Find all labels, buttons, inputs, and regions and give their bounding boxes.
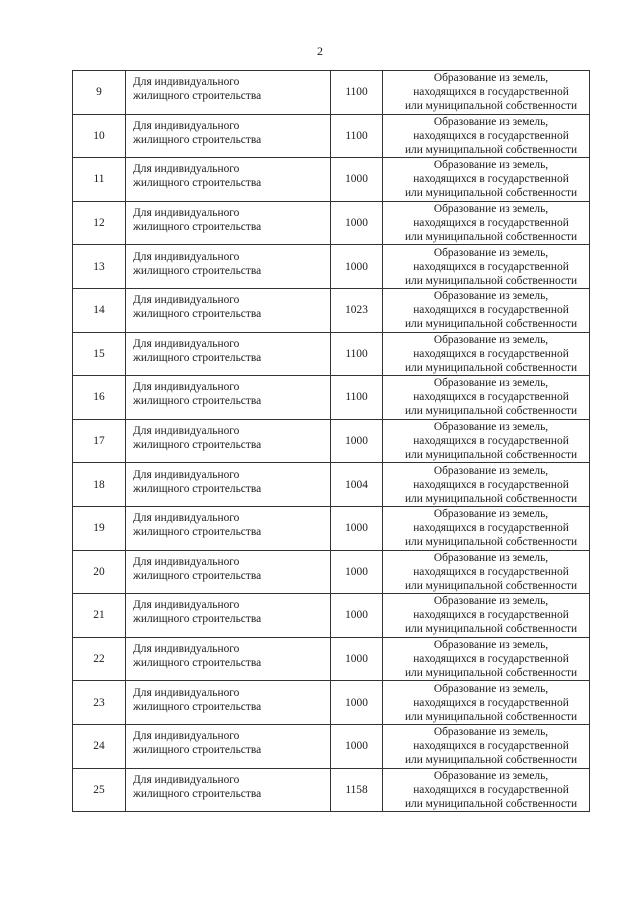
land-use-line: жилищного строительства bbox=[133, 569, 262, 582]
formation-basis-line: находящихся в государственной bbox=[413, 522, 569, 535]
formation-basis-line: Образование из земель, bbox=[433, 290, 549, 303]
formation-basis-line: Образование из земель, bbox=[433, 203, 549, 216]
land-use-line: Для индивидуального bbox=[133, 337, 240, 350]
table-body bbox=[73, 71, 590, 812]
land-use-line: жилищного строительства bbox=[133, 90, 262, 103]
area-cell: 1000 bbox=[331, 724, 383, 768]
row-number-cell: 18 bbox=[73, 463, 126, 507]
formation-basis-cell bbox=[383, 681, 590, 725]
land-use-cell bbox=[126, 71, 331, 115]
land-use-line: жилищного строительства bbox=[133, 351, 262, 364]
land-use-line: Для индивидуального bbox=[133, 555, 240, 568]
formation-basis-cell bbox=[383, 332, 590, 376]
land-use-cell bbox=[126, 506, 331, 550]
formation-basis-line: или муниципальной собственности bbox=[404, 754, 578, 767]
formation-basis-cell bbox=[383, 376, 590, 420]
formation-basis-cell bbox=[383, 71, 590, 115]
land-use-cell bbox=[126, 201, 331, 245]
formation-basis-line: Образование из земель, bbox=[433, 246, 549, 259]
land-use-line: жилищного строительства bbox=[133, 177, 262, 190]
land-use-line: Для индивидуального bbox=[133, 207, 240, 220]
land-use-cell bbox=[126, 637, 331, 681]
formation-basis-line: Образование из земель, bbox=[433, 333, 549, 346]
area-cell: 1023 bbox=[331, 288, 383, 332]
land-use-cell bbox=[126, 419, 331, 463]
formation-basis-line: находящихся в государственной bbox=[413, 217, 569, 230]
land-parcels-table bbox=[72, 70, 590, 812]
land-use-line: жилищного строительства bbox=[133, 700, 262, 713]
formation-basis-line: находящихся в государственной bbox=[413, 609, 569, 622]
page-number: 2 bbox=[317, 44, 323, 58]
formation-basis-line: находящихся в государственной bbox=[413, 347, 569, 360]
formation-basis-line: или муниципальной собственности bbox=[404, 318, 578, 331]
formation-basis-line: или муниципальной собственности bbox=[404, 361, 578, 374]
area-cell: 1100 bbox=[331, 376, 383, 420]
formation-basis-cell bbox=[383, 724, 590, 768]
formation-basis-line: находящихся в государственной bbox=[413, 565, 569, 578]
area-cell: 1000 bbox=[331, 681, 383, 725]
land-use-line: жилищного строительства bbox=[133, 439, 262, 452]
formation-basis-cell bbox=[383, 288, 590, 332]
land-use-line: Для индивидуального bbox=[133, 250, 240, 263]
formation-basis-cell bbox=[383, 637, 590, 681]
table-row bbox=[73, 419, 590, 463]
land-use-line: Для индивидуального bbox=[133, 425, 240, 438]
formation-basis-line: находящихся в государственной bbox=[413, 260, 569, 273]
land-use-line: Для индивидуального bbox=[133, 773, 240, 786]
formation-basis-line: находящихся в государственной bbox=[413, 783, 569, 796]
table-row bbox=[73, 158, 590, 202]
row-number-cell: 21 bbox=[73, 594, 126, 638]
formation-basis-cell bbox=[383, 594, 590, 638]
table-row bbox=[73, 71, 590, 115]
land-use-line: жилищного строительства bbox=[133, 744, 262, 757]
area-cell: 1000 bbox=[331, 506, 383, 550]
formation-basis-line: или муниципальной собственности bbox=[404, 405, 578, 418]
land-use-cell bbox=[126, 332, 331, 376]
land-use-line: жилищного строительства bbox=[133, 264, 262, 277]
land-use-line: Для индивидуального bbox=[133, 294, 240, 307]
formation-basis-line: находящихся в государственной bbox=[413, 740, 569, 753]
land-use-cell bbox=[126, 681, 331, 725]
area-cell: 1000 bbox=[331, 201, 383, 245]
land-use-line: жилищного строительства bbox=[133, 308, 262, 321]
formation-basis-line: или муниципальной собственности bbox=[404, 492, 578, 505]
formation-basis-line: Образование из земель, bbox=[433, 159, 549, 172]
land-use-line: жилищного строительства bbox=[133, 221, 262, 234]
formation-basis-line: или муниципальной собственности bbox=[404, 274, 578, 287]
formation-basis-line: находящихся в государственной bbox=[413, 653, 569, 666]
row-number-cell: 23 bbox=[73, 681, 126, 725]
formation-basis-cell bbox=[383, 114, 590, 158]
row-number-cell: 25 bbox=[73, 768, 126, 812]
formation-basis-line: или муниципальной собственности bbox=[404, 667, 578, 680]
formation-basis-cell bbox=[383, 463, 590, 507]
formation-basis-line: Образование из земель, bbox=[433, 421, 549, 434]
formation-basis-cell bbox=[383, 245, 590, 289]
table-row bbox=[73, 681, 590, 725]
table-row bbox=[73, 332, 590, 376]
land-use-line: жилищного строительства bbox=[133, 395, 262, 408]
formation-basis-line: Образование из земель, bbox=[433, 639, 549, 652]
land-use-line: жилищного строительства bbox=[133, 133, 262, 146]
formation-basis-cell bbox=[383, 768, 590, 812]
formation-basis-cell bbox=[383, 506, 590, 550]
formation-basis-line: или муниципальной собственности bbox=[404, 623, 578, 636]
area-cell: 1000 bbox=[331, 245, 383, 289]
formation-basis-line: находящихся в государственной bbox=[413, 478, 569, 491]
table-row bbox=[73, 114, 590, 158]
formation-basis-cell bbox=[383, 158, 590, 202]
land-use-cell bbox=[126, 158, 331, 202]
formation-basis-line: Образование из земель, bbox=[433, 595, 549, 608]
land-use-cell bbox=[126, 245, 331, 289]
row-number-cell: 15 bbox=[73, 332, 126, 376]
land-use-line: Для индивидуального bbox=[133, 468, 240, 481]
row-number-cell: 17 bbox=[73, 419, 126, 463]
area-cell: 1158 bbox=[331, 768, 383, 812]
area-cell: 1000 bbox=[331, 158, 383, 202]
area-cell: 1100 bbox=[331, 114, 383, 158]
formation-basis-line: Образование из земель, bbox=[433, 115, 549, 128]
table-row bbox=[73, 550, 590, 594]
area-cell: 1000 bbox=[331, 637, 383, 681]
formation-basis-line: Образование из земель, bbox=[433, 508, 549, 521]
formation-basis-line: Образование из земель, bbox=[433, 726, 549, 739]
formation-basis-line: находящихся в государственной bbox=[413, 391, 569, 404]
land-use-cell bbox=[126, 594, 331, 638]
formation-basis-line: или муниципальной собственности bbox=[404, 797, 578, 810]
table-row bbox=[73, 463, 590, 507]
row-number-cell: 14 bbox=[73, 288, 126, 332]
row-number-cell: 10 bbox=[73, 114, 126, 158]
table-row bbox=[73, 376, 590, 420]
land-use-line: Для индивидуального bbox=[133, 730, 240, 743]
formation-basis-line: или муниципальной собственности bbox=[404, 449, 578, 462]
land-use-cell bbox=[126, 550, 331, 594]
formation-basis-line: Образование из земель, bbox=[433, 769, 549, 782]
land-use-line: Для индивидуального bbox=[133, 686, 240, 699]
table-row bbox=[73, 594, 590, 638]
row-number-cell: 12 bbox=[73, 201, 126, 245]
area-cell: 1100 bbox=[331, 71, 383, 115]
row-number-cell: 16 bbox=[73, 376, 126, 420]
formation-basis-line: или муниципальной собственности bbox=[404, 710, 578, 723]
formation-basis-line: или муниципальной собственности bbox=[404, 579, 578, 592]
formation-basis-line: находящихся в государственной bbox=[413, 435, 569, 448]
formation-basis-line: Образование из земель, bbox=[433, 682, 549, 695]
land-use-cell bbox=[126, 768, 331, 812]
formation-basis-cell bbox=[383, 201, 590, 245]
formation-basis-line: находящихся в государственной bbox=[413, 304, 569, 317]
land-use-cell bbox=[126, 288, 331, 332]
formation-basis-line: Образование из земель, bbox=[433, 72, 549, 85]
table-row bbox=[73, 245, 590, 289]
area-cell: 1100 bbox=[331, 332, 383, 376]
formation-basis-cell bbox=[383, 550, 590, 594]
area-cell: 1000 bbox=[331, 419, 383, 463]
formation-basis-line: находящихся в государственной bbox=[413, 129, 569, 142]
formation-basis-line: находящихся в государственной bbox=[413, 173, 569, 186]
formation-basis-line: или муниципальной собственности bbox=[404, 143, 578, 156]
table-row bbox=[73, 506, 590, 550]
land-use-cell bbox=[126, 724, 331, 768]
formation-basis-line: Образование из земель, bbox=[433, 551, 549, 564]
area-cell: 1000 bbox=[331, 594, 383, 638]
row-number-cell: 9 bbox=[73, 71, 126, 115]
row-number-cell: 22 bbox=[73, 637, 126, 681]
land-use-line: Для индивидуального bbox=[133, 163, 240, 176]
formation-basis-line: или муниципальной собственности bbox=[404, 536, 578, 549]
formation-basis-line: или муниципальной собственности bbox=[404, 187, 578, 200]
table-row bbox=[73, 768, 590, 812]
land-use-line: жилищного строительства bbox=[133, 526, 262, 539]
formation-basis-line: Образование из земель, bbox=[433, 464, 549, 477]
land-use-line: Для индивидуального bbox=[133, 643, 240, 656]
row-number-cell: 11 bbox=[73, 158, 126, 202]
land-use-cell bbox=[126, 114, 331, 158]
land-use-line: Для индивидуального bbox=[133, 599, 240, 612]
area-cell: 1004 bbox=[331, 463, 383, 507]
table-row bbox=[73, 201, 590, 245]
row-number-cell: 24 bbox=[73, 724, 126, 768]
formation-basis-cell bbox=[383, 419, 590, 463]
land-use-line: жилищного строительства bbox=[133, 482, 262, 495]
row-number-cell: 13 bbox=[73, 245, 126, 289]
table-row bbox=[73, 288, 590, 332]
land-use-line: Для индивидуального bbox=[133, 76, 240, 89]
formation-basis-line: или муниципальной собственности bbox=[404, 100, 578, 113]
land-use-line: жилищного строительства bbox=[133, 613, 262, 626]
table-row bbox=[73, 637, 590, 681]
land-use-line: Для индивидуального bbox=[133, 381, 240, 394]
land-use-line: жилищного строительства bbox=[133, 787, 262, 800]
row-number-cell: 19 bbox=[73, 506, 126, 550]
land-use-line: Для индивидуального bbox=[133, 512, 240, 525]
land-use-line: Для индивидуального bbox=[133, 119, 240, 132]
land-use-cell bbox=[126, 463, 331, 507]
formation-basis-line: находящихся в государственной bbox=[413, 86, 569, 99]
land-use-cell bbox=[126, 376, 331, 420]
area-cell: 1000 bbox=[331, 550, 383, 594]
land-use-line: жилищного строительства bbox=[133, 657, 262, 670]
table-row bbox=[73, 724, 590, 768]
formation-basis-line: Образование из земель, bbox=[433, 377, 549, 390]
formation-basis-line: находящихся в государственной bbox=[413, 696, 569, 709]
formation-basis-line: или муниципальной собственности bbox=[404, 231, 578, 244]
row-number-cell: 20 bbox=[73, 550, 126, 594]
